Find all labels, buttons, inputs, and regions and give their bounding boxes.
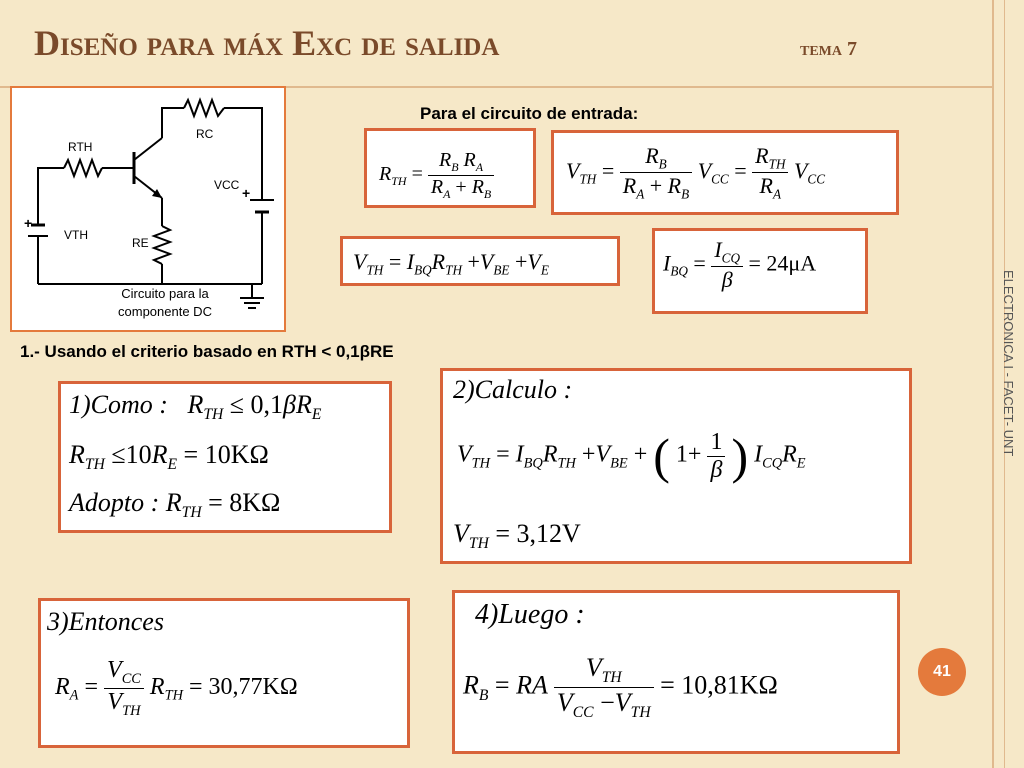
right-border-line	[992, 0, 994, 768]
criterio-heading: 1.- Usando el criterio basado en RTH < 0,1βRE	[20, 342, 394, 361]
label-vcc: VCC	[214, 178, 240, 192]
page-title: Diseño para máx Exc de salida	[34, 23, 500, 63]
ra-value: 30,77KΩ	[208, 673, 298, 700]
label-rth: RTH	[68, 140, 93, 154]
rb-value: 10,81KΩ	[681, 670, 778, 700]
caption-line-1: Circuito para la	[121, 286, 209, 301]
step2-calculo: 2)Calculo :	[453, 375, 573, 404]
label-rc: RC	[196, 127, 214, 141]
label-re: RE	[132, 236, 149, 250]
label-vth: VTH	[64, 228, 88, 242]
ibq-box: $I_{BQ}$ = $\frac{I_{CQ}}{\beta}$ = 24μA	[652, 228, 868, 314]
topic-label: tema 7	[800, 38, 857, 60]
rth-max-value: 10KΩ	[204, 440, 269, 469]
ibq-value: 24μA	[766, 250, 817, 276]
vth-value: 3,12V	[516, 519, 581, 548]
step2-box: 2)Calculo : $V_{TH} = I_{BQ}R_{TH} +V_{BE}$ + ( 1+ $\frac{1}{\beta}$ ) $I_{CQ}R_E$ $V_{TH} = 3,12V$	[440, 368, 912, 564]
side-label: ELECTRONICA I - FACET- UNT	[1001, 270, 1016, 457]
step3-entonces: 3)Entonces	[47, 607, 164, 636]
step1-como: 1)Como :	[69, 390, 168, 419]
rth-adopt-value: 8KΩ	[229, 488, 281, 517]
circuit-caption	[95, 285, 235, 321]
svg-text:+: +	[242, 185, 251, 201]
step4-box: 4)Luego : $R_B$ = RA $\frac{V_{TH}}{V_{CC} -V_{TH}}$ = 10,81KΩ	[452, 590, 900, 754]
svg-text:+: +	[24, 215, 33, 231]
entrada-heading: Para el circuito de entrada:	[420, 104, 639, 123]
step1-adopto: Adopto :	[69, 488, 160, 517]
step4-luego: 4)Luego :	[475, 599, 585, 630]
page-number-badge: 41	[918, 648, 966, 696]
rth-formula-box: $R_{TH}$ = $\frac{R_B R_A}{R_A + R_B}$	[364, 128, 536, 208]
vth-formula-box: $V_{TH}$ = $\frac{R_B}{R_A + R_B}$ $V_{CC}$ = $\frac{R_{TH}}{R_A}$ $V_{CC}$	[551, 130, 899, 215]
vth-mesh-box: $V_{TH} = I_{BQ}R_{TH} +V_{BE} +V_E$	[340, 236, 620, 286]
caption-line-2: componente DC	[118, 304, 212, 319]
step1-box: 1)Como : $R_{TH} \le 0,1\beta R_E$ $R_{TH} \le 10R_E = 10K\Omega$ Adopto : $R_{TH} = 8K\Omega$	[58, 381, 392, 533]
step3-box: 3)Entonces $R_A$ = $\frac{V_{CC}}{V_{TH}}$ $R_{TH} = 30,77K\Omega$	[38, 598, 410, 748]
